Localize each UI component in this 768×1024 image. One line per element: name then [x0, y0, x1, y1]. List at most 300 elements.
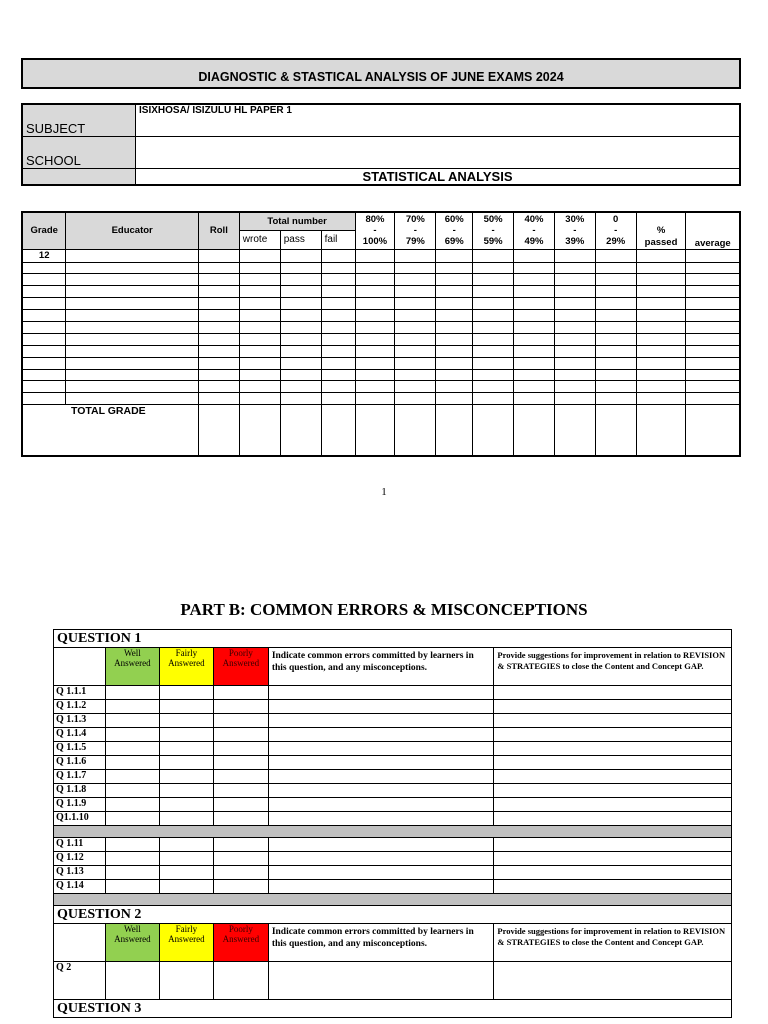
- stats-cell[interactable]: [436, 381, 473, 393]
- answer-cell[interactable]: [105, 962, 159, 1000]
- educator-cell[interactable]: [66, 310, 199, 322]
- stats-cell[interactable]: [239, 274, 280, 286]
- stats-cell[interactable]: [239, 262, 280, 274]
- stats-cell[interactable]: [686, 357, 740, 369]
- answer-cell[interactable]: [159, 756, 213, 770]
- stats-cell[interactable]: [686, 333, 740, 345]
- answer-cell[interactable]: [494, 742, 732, 756]
- answer-cell[interactable]: [268, 728, 494, 742]
- stats-cell[interactable]: [554, 249, 595, 262]
- stats-cell[interactable]: [395, 274, 436, 286]
- document-title: DIAGNOSTIC & STASTICAL ANALYSIS OF JUNE EXAMS 2024: [21, 58, 741, 89]
- grade-cell[interactable]: [22, 333, 66, 345]
- stats-cell[interactable]: [198, 381, 239, 393]
- grade-cell[interactable]: [22, 393, 66, 405]
- total-cell[interactable]: [514, 405, 555, 456]
- stats-cell[interactable]: [395, 286, 436, 298]
- stats-cell[interactable]: [686, 381, 740, 393]
- answer-cell[interactable]: [213, 700, 268, 714]
- question-row: [54, 784, 732, 798]
- answer-cell[interactable]: [159, 714, 213, 728]
- stats-cell[interactable]: [636, 369, 686, 381]
- total-cell[interactable]: [473, 405, 514, 456]
- stats-cell[interactable]: [198, 249, 239, 262]
- stats-cell[interactable]: [239, 310, 280, 322]
- answer-cell[interactable]: [213, 866, 268, 880]
- answer-cell[interactable]: [105, 742, 159, 756]
- stats-cell[interactable]: [395, 249, 436, 262]
- answer-cell[interactable]: [159, 812, 213, 826]
- answer-cell[interactable]: [494, 838, 732, 852]
- stats-cell[interactable]: [198, 298, 239, 310]
- stats-cell[interactable]: [239, 298, 280, 310]
- answer-cell[interactable]: [494, 714, 732, 728]
- educator-cell[interactable]: [66, 345, 199, 357]
- answer-cell[interactable]: [213, 880, 268, 894]
- answer-cell[interactable]: [213, 756, 268, 770]
- stats-cell[interactable]: [595, 321, 636, 333]
- stats-cell[interactable]: [595, 249, 636, 262]
- stats-cell[interactable]: [473, 262, 514, 274]
- total-cell[interactable]: [355, 405, 395, 456]
- answer-cell[interactable]: [494, 728, 732, 742]
- stats-cell[interactable]: [436, 286, 473, 298]
- stats-cell[interactable]: [686, 274, 740, 286]
- answer-cell[interactable]: [494, 866, 732, 880]
- answer-cell[interactable]: [105, 728, 159, 742]
- stats-cell[interactable]: [636, 381, 686, 393]
- stats-cell[interactable]: [473, 286, 514, 298]
- stats-cell[interactable]: [198, 310, 239, 322]
- answer-cell[interactable]: [213, 962, 268, 1000]
- grade-cell[interactable]: [22, 274, 66, 286]
- stats-cell[interactable]: [636, 249, 686, 262]
- stats-cell[interactable]: [321, 345, 355, 357]
- stats-cell[interactable]: [436, 369, 473, 381]
- stats-cell[interactable]: [280, 310, 321, 322]
- stats-cell[interactable]: [595, 393, 636, 405]
- stats-cell[interactable]: [473, 333, 514, 345]
- stats-cell[interactable]: [686, 345, 740, 357]
- stats-cell[interactable]: [436, 262, 473, 274]
- band-header-40-49: 40% - 49%: [514, 212, 555, 249]
- answer-cell[interactable]: [105, 714, 159, 728]
- answer-cell[interactable]: [213, 812, 268, 826]
- answer-cell[interactable]: [105, 852, 159, 866]
- stats-cell[interactable]: [514, 310, 555, 322]
- stats-cell[interactable]: [280, 345, 321, 357]
- stats-cell[interactable]: [355, 333, 395, 345]
- answer-cell[interactable]: [268, 784, 494, 798]
- stats-cell[interactable]: [280, 321, 321, 333]
- stats-cell[interactable]: [636, 333, 686, 345]
- answer-cell[interactable]: [159, 866, 213, 880]
- stats-cell[interactable]: [554, 357, 595, 369]
- answer-cell[interactable]: [268, 686, 494, 700]
- stats-cell[interactable]: [321, 262, 355, 274]
- stats-cell[interactable]: [280, 357, 321, 369]
- stats-cell[interactable]: [554, 321, 595, 333]
- stats-cell[interactable]: [355, 262, 395, 274]
- stats-cell[interactable]: [436, 298, 473, 310]
- stats-cell[interactable]: [595, 286, 636, 298]
- stats-cell[interactable]: [280, 393, 321, 405]
- answer-cell[interactable]: [159, 770, 213, 784]
- answer-cell[interactable]: [159, 784, 213, 798]
- stats-cell[interactable]: [686, 262, 740, 274]
- stats-cell[interactable]: [280, 381, 321, 393]
- stats-cell[interactable]: [473, 381, 514, 393]
- answer-cell[interactable]: [268, 812, 494, 826]
- stats-cell[interactable]: [554, 274, 595, 286]
- stats-cell[interactable]: [198, 333, 239, 345]
- stats-cell[interactable]: [636, 345, 686, 357]
- grade-cell[interactable]: [22, 286, 66, 298]
- answer-cell[interactable]: [494, 700, 732, 714]
- educator-cell[interactable]: [66, 298, 199, 310]
- stats-cell[interactable]: [239, 321, 280, 333]
- stats-cell[interactable]: [198, 393, 239, 405]
- answer-cell[interactable]: [494, 686, 732, 700]
- stats-cell[interactable]: [198, 357, 239, 369]
- stats-cell[interactable]: [321, 381, 355, 393]
- answer-cell[interactable]: [213, 686, 268, 700]
- educator-cell[interactable]: [66, 262, 199, 274]
- stats-cell[interactable]: [636, 298, 686, 310]
- answer-cell[interactable]: [268, 866, 494, 880]
- stats-cell[interactable]: [321, 310, 355, 322]
- grade-cell[interactable]: 12: [22, 249, 66, 262]
- grade-cell[interactable]: [22, 298, 66, 310]
- stats-cell[interactable]: [355, 286, 395, 298]
- stats-cell[interactable]: [514, 262, 555, 274]
- answer-cell[interactable]: [213, 838, 268, 852]
- answer-cell[interactable]: [268, 770, 494, 784]
- total-cell[interactable]: [198, 405, 239, 456]
- answer-cell[interactable]: [268, 714, 494, 728]
- answer-cell[interactable]: [213, 784, 268, 798]
- stats-cell[interactable]: [514, 286, 555, 298]
- answer-cell[interactable]: [268, 962, 494, 1000]
- grade-cell[interactable]: [22, 381, 66, 393]
- answer-cell[interactable]: [494, 770, 732, 784]
- stats-cell[interactable]: [554, 381, 595, 393]
- stats-cell[interactable]: [636, 262, 686, 274]
- stats-cell[interactable]: [280, 262, 321, 274]
- grade-cell[interactable]: [22, 369, 66, 381]
- stats-cell[interactable]: [395, 393, 436, 405]
- answer-cell[interactable]: [213, 798, 268, 812]
- question-row: [54, 880, 732, 894]
- stats-cell[interactable]: [595, 357, 636, 369]
- stats-cell[interactable]: [473, 310, 514, 322]
- total-cell[interactable]: [239, 405, 280, 456]
- stats-cell[interactable]: [595, 298, 636, 310]
- stats-cell[interactable]: [239, 286, 280, 298]
- stats-cell[interactable]: [554, 262, 595, 274]
- answer-cell[interactable]: [105, 784, 159, 798]
- total-cell[interactable]: [595, 405, 636, 456]
- stats-cell[interactable]: [636, 274, 686, 286]
- answer-cell[interactable]: [213, 770, 268, 784]
- stats-cell[interactable]: [436, 393, 473, 405]
- answer-cell[interactable]: [213, 742, 268, 756]
- total-cell[interactable]: [395, 405, 436, 456]
- answer-cell[interactable]: [494, 784, 732, 798]
- stats-cell[interactable]: [514, 381, 555, 393]
- stats-cell[interactable]: [436, 357, 473, 369]
- stats-cell[interactable]: [514, 321, 555, 333]
- educator-cell[interactable]: [66, 393, 199, 405]
- stats-cell[interactable]: [198, 262, 239, 274]
- answer-cell[interactable]: [159, 880, 213, 894]
- answer-cell[interactable]: [159, 838, 213, 852]
- answer-cell[interactable]: [159, 798, 213, 812]
- answer-cell[interactable]: [105, 686, 159, 700]
- stats-cell[interactable]: [239, 345, 280, 357]
- stats-cell[interactable]: [473, 369, 514, 381]
- stats-cell[interactable]: [686, 310, 740, 322]
- stats-cell[interactable]: [554, 310, 595, 322]
- question-row: [54, 700, 732, 714]
- stats-cell[interactable]: [355, 249, 395, 262]
- stats-cell[interactable]: [595, 262, 636, 274]
- stats-cell[interactable]: [198, 274, 239, 286]
- answer-cell[interactable]: [268, 756, 494, 770]
- total-cell[interactable]: [554, 405, 595, 456]
- answer-cell[interactable]: [105, 770, 159, 784]
- stats-cell[interactable]: [239, 381, 280, 393]
- stats-cell[interactable]: [280, 286, 321, 298]
- stats-cell[interactable]: [514, 345, 555, 357]
- answer-cell[interactable]: [494, 880, 732, 894]
- stats-cell[interactable]: [473, 274, 514, 286]
- stats-cell[interactable]: [514, 333, 555, 345]
- stats-cell[interactable]: [436, 321, 473, 333]
- stats-cell[interactable]: [514, 369, 555, 381]
- stats-cell[interactable]: [395, 310, 436, 322]
- stats-cell[interactable]: [595, 369, 636, 381]
- stats-cell[interactable]: [436, 333, 473, 345]
- stats-cell[interactable]: [321, 274, 355, 286]
- stats-cell[interactable]: [280, 333, 321, 345]
- stats-cell[interactable]: [473, 298, 514, 310]
- stats-cell[interactable]: [355, 321, 395, 333]
- stats-cell[interactable]: [686, 321, 740, 333]
- stats-cell[interactable]: [280, 249, 321, 262]
- stats-row: [22, 333, 740, 345]
- stats-cell[interactable]: [355, 298, 395, 310]
- answer-cell[interactable]: [494, 756, 732, 770]
- stats-cell[interactable]: [321, 393, 355, 405]
- stats-cell[interactable]: [395, 369, 436, 381]
- stats-cell[interactable]: [514, 357, 555, 369]
- total-cell[interactable]: [436, 405, 473, 456]
- answer-cell[interactable]: [494, 962, 732, 1000]
- answer-cell[interactable]: [213, 714, 268, 728]
- stats-cell[interactable]: [355, 369, 395, 381]
- stats-cell[interactable]: [636, 321, 686, 333]
- stats-cell[interactable]: [636, 357, 686, 369]
- stats-cell[interactable]: [355, 345, 395, 357]
- answer-cell[interactable]: [494, 852, 732, 866]
- stats-cell[interactable]: [686, 298, 740, 310]
- stats-cell[interactable]: [473, 393, 514, 405]
- header-blank-cell: [54, 924, 106, 962]
- answer-cell[interactable]: [105, 756, 159, 770]
- answer-cell[interactable]: [105, 838, 159, 852]
- stats-cell[interactable]: [436, 345, 473, 357]
- answer-cell[interactable]: [268, 798, 494, 812]
- educator-cell[interactable]: [66, 274, 199, 286]
- educator-cell[interactable]: [66, 369, 199, 381]
- answer-cell[interactable]: [105, 812, 159, 826]
- stats-cell[interactable]: [321, 286, 355, 298]
- answer-cell[interactable]: [159, 728, 213, 742]
- answer-cell[interactable]: [268, 852, 494, 866]
- stats-cell[interactable]: [554, 298, 595, 310]
- stats-cell[interactable]: [321, 333, 355, 345]
- poorly-answered-header: Poorly Answered: [213, 648, 268, 686]
- stats-cell[interactable]: [595, 381, 636, 393]
- stats-cell[interactable]: [473, 345, 514, 357]
- stats-cell[interactable]: [595, 333, 636, 345]
- answer-cell[interactable]: [159, 700, 213, 714]
- educator-cell[interactable]: [66, 357, 199, 369]
- educator-cell[interactable]: [66, 286, 199, 298]
- stats-cell[interactable]: [436, 249, 473, 262]
- answer-cell[interactable]: [159, 742, 213, 756]
- stats-cell[interactable]: [355, 393, 395, 405]
- grade-cell[interactable]: [22, 310, 66, 322]
- subject-value[interactable]: ISIXHOSA/ ISIZULU HL PAPER 1: [136, 104, 741, 136]
- stats-cell[interactable]: [321, 321, 355, 333]
- stats-cell[interactable]: [355, 310, 395, 322]
- stats-cell[interactable]: [514, 249, 555, 262]
- stats-cell[interactable]: [686, 393, 740, 405]
- stats-cell[interactable]: [395, 298, 436, 310]
- grade-cell[interactable]: [22, 262, 66, 274]
- grade-header: Grade: [22, 212, 66, 249]
- educator-cell[interactable]: [66, 381, 199, 393]
- stats-cell[interactable]: [636, 310, 686, 322]
- educator-cell[interactable]: [66, 249, 199, 262]
- stats-cell[interactable]: [514, 298, 555, 310]
- stats-cell[interactable]: [554, 333, 595, 345]
- stats-cell[interactable]: [636, 286, 686, 298]
- question-row: [54, 756, 732, 770]
- answer-cell[interactable]: [494, 812, 732, 826]
- stats-cell[interactable]: [686, 286, 740, 298]
- stats-cell[interactable]: [636, 393, 686, 405]
- question-label: Q 1.1.8: [54, 784, 106, 798]
- total-cell[interactable]: [280, 405, 321, 456]
- stats-cell[interactable]: [554, 369, 595, 381]
- well-answered-header: Well Answered: [105, 924, 159, 962]
- answer-cell[interactable]: [268, 838, 494, 852]
- stats-cell[interactable]: [473, 249, 514, 262]
- question-label: Q 1.1.2: [54, 700, 106, 714]
- stats-cell[interactable]: [554, 345, 595, 357]
- answer-cell[interactable]: [268, 700, 494, 714]
- stats-cell[interactable]: [321, 249, 355, 262]
- stats-cell[interactable]: [395, 381, 436, 393]
- total-cell[interactable]: [686, 405, 740, 456]
- answer-cell[interactable]: [105, 700, 159, 714]
- stats-cell[interactable]: [595, 345, 636, 357]
- stats-cell[interactable]: [686, 369, 740, 381]
- stats-cell[interactable]: [280, 274, 321, 286]
- stats-cell[interactable]: [514, 274, 555, 286]
- stats-cell[interactable]: [355, 274, 395, 286]
- stats-cell[interactable]: [355, 357, 395, 369]
- answer-cell[interactable]: [213, 728, 268, 742]
- stats-cell[interactable]: [395, 262, 436, 274]
- stats-cell[interactable]: [395, 321, 436, 333]
- answer-cell[interactable]: [159, 686, 213, 700]
- stats-cell[interactable]: [514, 393, 555, 405]
- stats-cell[interactable]: [321, 357, 355, 369]
- stats-cell[interactable]: [473, 357, 514, 369]
- stats-cell[interactable]: [686, 249, 740, 262]
- stats-cell[interactable]: [280, 298, 321, 310]
- school-value[interactable]: [136, 136, 741, 168]
- answer-cell[interactable]: [268, 880, 494, 894]
- stats-cell[interactable]: [355, 381, 395, 393]
- grade-cell[interactable]: [22, 357, 66, 369]
- stats-cell[interactable]: [554, 393, 595, 405]
- educator-cell[interactable]: [66, 333, 199, 345]
- stats-cell[interactable]: [239, 369, 280, 381]
- grade-cell[interactable]: [22, 321, 66, 333]
- answer-cell[interactable]: [105, 798, 159, 812]
- stats-cell[interactable]: [395, 345, 436, 357]
- total-cell[interactable]: [636, 405, 686, 456]
- stats-cell[interactable]: [280, 369, 321, 381]
- stats-cell[interactable]: [436, 310, 473, 322]
- stats-cell[interactable]: [239, 333, 280, 345]
- stats-cell[interactable]: [554, 286, 595, 298]
- stats-cell[interactable]: [239, 249, 280, 262]
- stats-cell[interactable]: [239, 357, 280, 369]
- answer-cell[interactable]: [159, 962, 213, 1000]
- answer-cell[interactable]: [268, 742, 494, 756]
- stats-cell[interactable]: [395, 333, 436, 345]
- stats-cell[interactable]: [198, 286, 239, 298]
- stats-cell[interactable]: [436, 274, 473, 286]
- stats-cell[interactable]: [198, 369, 239, 381]
- stats-cell[interactable]: [198, 321, 239, 333]
- answer-cell[interactable]: [494, 798, 732, 812]
- question-label: Q 1.1.6: [54, 756, 106, 770]
- answer-cell[interactable]: [105, 880, 159, 894]
- answer-cell[interactable]: [105, 866, 159, 880]
- stats-cell[interactable]: [473, 321, 514, 333]
- stats-cell[interactable]: [395, 357, 436, 369]
- stats-cell[interactable]: [595, 274, 636, 286]
- grade-cell[interactable]: [22, 345, 66, 357]
- stats-cell[interactable]: [198, 345, 239, 357]
- question-row: [54, 962, 732, 1000]
- total-cell[interactable]: [321, 405, 355, 456]
- stats-cell[interactable]: [321, 298, 355, 310]
- answer-cell[interactable]: [159, 852, 213, 866]
- answer-cell[interactable]: [213, 852, 268, 866]
- stats-cell[interactable]: [321, 369, 355, 381]
- stats-cell[interactable]: [239, 393, 280, 405]
- educator-cell[interactable]: [66, 321, 199, 333]
- stats-cell[interactable]: [595, 310, 636, 322]
